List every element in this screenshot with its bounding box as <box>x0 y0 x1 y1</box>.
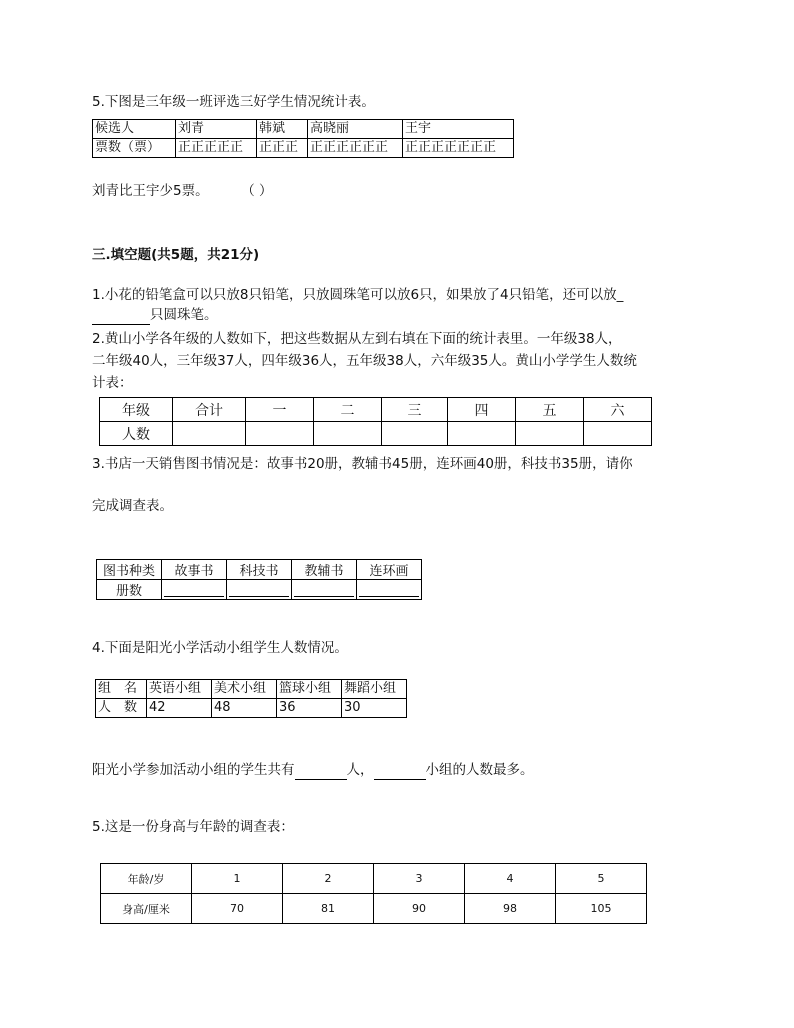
height-age-table <box>100 863 647 924</box>
table-row <box>93 139 514 158</box>
table-cell: 70 <box>192 894 283 924</box>
election-table <box>92 119 514 158</box>
table-row <box>96 699 407 718</box>
q3-line1: 3.书店一天销售图书情况是：故事书20册，教辅书45册，连环画40册，科技书35册，请你 <box>92 456 633 472</box>
table-cell: 正正正正正正正 <box>403 139 514 158</box>
table-cell: 舞蹈小组 <box>342 680 407 699</box>
table-cell: 年龄/岁 <box>101 864 192 894</box>
table-cell: 5 <box>556 864 647 894</box>
q2-line3: 计表： <box>92 375 133 391</box>
table-cell: 年级 <box>100 398 173 422</box>
table-row <box>101 894 647 924</box>
table-cell: 四 <box>448 398 516 422</box>
table-cell: 王宇 <box>403 120 514 139</box>
table-cell: 人 数 <box>96 699 147 718</box>
q3-line2: 完成调查表。 <box>92 498 173 514</box>
table-row <box>96 680 407 699</box>
table-cell: 教辅书 <box>292 560 357 580</box>
answer-cell[interactable] <box>292 580 357 600</box>
table-cell: 美术小组 <box>212 680 277 699</box>
q5-height-text: 5.这是一份身高与年龄的调查表： <box>92 819 294 835</box>
q1-answer-blank[interactable] <box>92 310 150 325</box>
table-cell: 81 <box>283 894 374 924</box>
answer-cell[interactable] <box>382 422 448 446</box>
answer-cell[interactable] <box>173 422 246 446</box>
activity-group-table <box>95 679 407 718</box>
table-cell: 五 <box>516 398 584 422</box>
table-cell: 4 <box>465 864 556 894</box>
table-cell: 高晓丽 <box>308 120 403 139</box>
table-cell: 人数 <box>100 422 173 446</box>
answer-cell[interactable] <box>162 580 227 600</box>
answer-cell[interactable] <box>246 422 314 446</box>
table-cell: 六 <box>584 398 652 422</box>
table-cell: 合计 <box>173 398 246 422</box>
table-cell: 三 <box>382 398 448 422</box>
table-cell: 故事书 <box>162 560 227 580</box>
answer-cell[interactable] <box>314 422 382 446</box>
q4-sentence-part2: 人， <box>346 762 374 778</box>
table-cell: 正正正 <box>257 139 308 158</box>
table-row <box>101 864 647 894</box>
table-row <box>97 580 422 600</box>
answer-cell[interactable] <box>584 422 652 446</box>
table-cell: 2 <box>283 864 374 894</box>
table-cell: 组 名 <box>96 680 147 699</box>
table-cell: 篮球小组 <box>277 680 342 699</box>
table-cell: 正正正正正正 <box>308 139 403 158</box>
table-cell: 3 <box>374 864 465 894</box>
table-cell: 身高/厘米 <box>101 894 192 924</box>
table-cell: 二 <box>314 398 382 422</box>
table-cell: 科技书 <box>227 560 292 580</box>
table-row <box>100 398 652 422</box>
table-cell: 连环画 <box>357 560 422 580</box>
table-cell: 图书种类 <box>97 560 162 580</box>
grade-population-table <box>99 397 652 446</box>
q2-line1: 2.黄山小学各年级的人数如下，把这些数据从左到右填在下面的统计表里。一年级38人， <box>92 331 622 347</box>
q4-sentence-part3: 小组的人数最多。 <box>425 762 534 778</box>
q1-line2-suffix: 只圆珠笔。 <box>150 307 218 323</box>
table-cell: 韩斌 <box>257 120 308 139</box>
q4-text: 4.下面是阳光小学活动小组学生人数情况。 <box>92 640 348 656</box>
table-cell: 36 <box>277 699 342 718</box>
table-cell: 105 <box>556 894 647 924</box>
total-answer-blank[interactable] <box>295 765 347 780</box>
table-cell: 册数 <box>97 580 162 600</box>
q2-line2: 二年级40人，三年级37人，四年级36人，五年级38人，六年级35人。黄山小学学生人数统 <box>92 353 637 369</box>
section-heading: 三.填空题(共5题，共21分) <box>92 247 260 263</box>
answer-cell[interactable] <box>448 422 516 446</box>
table-cell: 98 <box>465 894 556 924</box>
table-cell: 42 <box>147 699 212 718</box>
table-cell: 英语小组 <box>147 680 212 699</box>
table-cell: 刘青 <box>176 120 257 139</box>
table-row <box>93 120 514 139</box>
group-answer-blank[interactable] <box>374 765 426 780</box>
table-cell: 90 <box>374 894 465 924</box>
q5-election-text: 5.下图是三年级一班评选三好学生情况统计表。 <box>92 94 375 110</box>
table-cell: 候选人 <box>93 120 176 139</box>
q1-line1: 1.小花的铅笔盒可以只放8只铅笔，只放圆珠笔可以放6只，如果放了4只铅笔，还可以放_ <box>92 287 624 303</box>
q4-sentence-part1: 阳光小学参加活动小组的学生共有 <box>92 762 295 778</box>
table-cell: 正正正正正 <box>176 139 257 158</box>
q5-statement <box>92 181 272 201</box>
table-row <box>100 422 652 446</box>
table-row <box>97 560 422 580</box>
book-sales-table <box>96 559 422 600</box>
q4-sentence <box>92 760 534 780</box>
q1-line2 <box>92 305 218 325</box>
table-cell: 票数（票） <box>93 139 176 158</box>
statement-text: 刘青比王宇少5票。 <box>92 183 209 199</box>
table-cell: 48 <box>212 699 277 718</box>
answer-bracket[interactable]: （ ） <box>241 183 273 199</box>
table-cell: 1 <box>192 864 283 894</box>
table-cell: 30 <box>342 699 407 718</box>
answer-cell[interactable] <box>357 580 422 600</box>
table-cell: 一 <box>246 398 314 422</box>
answer-cell[interactable] <box>227 580 292 600</box>
answer-cell[interactable] <box>516 422 584 446</box>
